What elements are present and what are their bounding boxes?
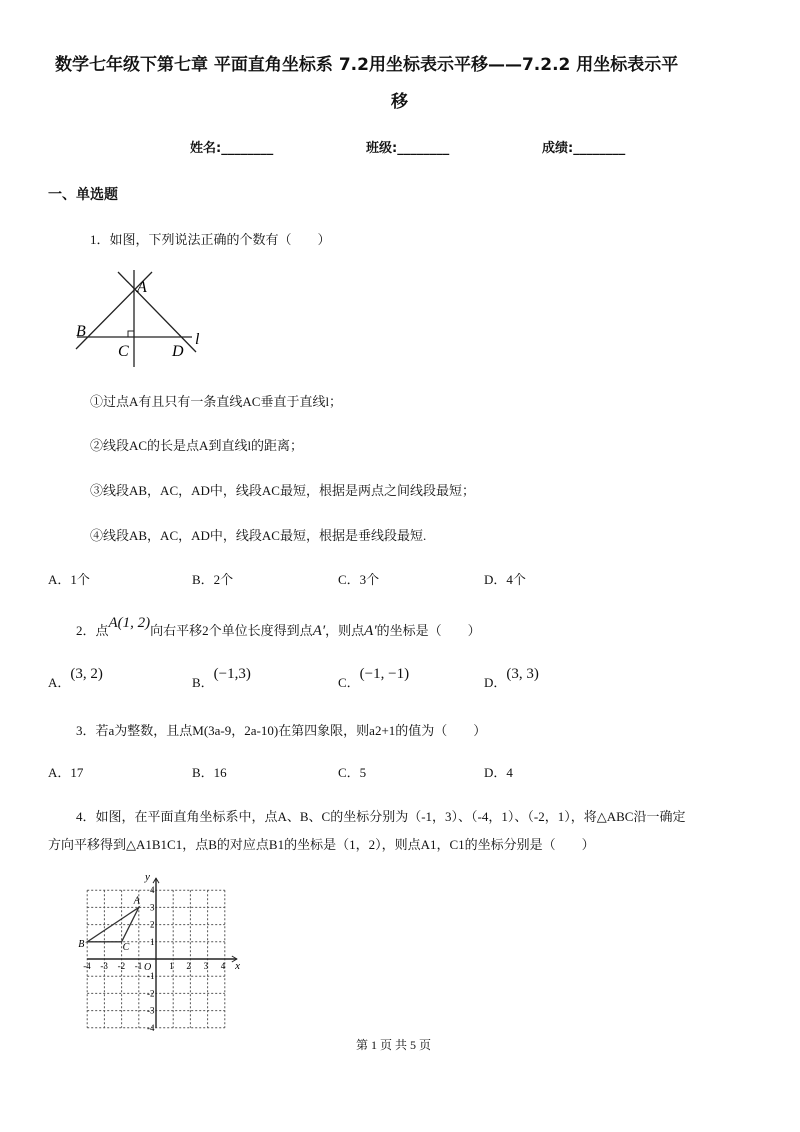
x-tick-label: -2 bbox=[117, 961, 126, 971]
q3-option-b: B．16 bbox=[192, 765, 227, 780]
y-tick-label: 3 bbox=[150, 902, 155, 913]
q2-mid: 向右平移2个单位长度得到点 bbox=[150, 623, 313, 638]
q3-option-d: D．4 bbox=[484, 765, 513, 780]
q1-option-c: C．3个 bbox=[338, 572, 380, 587]
label-d: D bbox=[172, 343, 184, 360]
q2-post: 的坐标是（ ） bbox=[376, 623, 481, 638]
label-b: B bbox=[76, 323, 86, 340]
y-tick-label: 1 bbox=[150, 936, 155, 947]
class-field: 班级:________ bbox=[366, 141, 450, 156]
x-tick-label: 2 bbox=[186, 961, 191, 971]
q2-option-b: B．(−1,3) bbox=[192, 666, 251, 690]
x-tick-label: 1 bbox=[169, 961, 174, 971]
name-field: 姓名:________ bbox=[190, 141, 274, 156]
y-tick-label: -4 bbox=[147, 1022, 155, 1033]
q2-mid2: ，则点 bbox=[325, 623, 365, 638]
triangle-abc bbox=[87, 907, 139, 941]
q1-statement-4: ④线段AB，AC，AD中，线段AC最短，根据是垂线段最短. bbox=[90, 528, 427, 543]
q1-statement-1: ①过点A有且只有一条直线AC垂直于直线l； bbox=[90, 394, 343, 409]
label-c: C bbox=[118, 343, 129, 360]
q4-line-2: 方向平移得到△A1B1C1，点B的对应点B1的坐标是（1，2），则点A1，C1的坐标分别是（ ） bbox=[48, 837, 595, 852]
q1-statement-3: ③线段AB，AC，AD中，线段AC最短，根据是两点之间线段最短； bbox=[90, 483, 475, 498]
q2-option-a: A．(3, 2) bbox=[48, 666, 103, 690]
x-tick-label: 4 bbox=[220, 961, 226, 971]
q2-a-prime: A′ bbox=[312, 623, 326, 639]
q1-option-a: A．1个 bbox=[48, 572, 90, 587]
q1-figure bbox=[60, 260, 220, 370]
q4-line-1: 4．如图，在平面直角坐标系中，点A、B、C的坐标分别为（-1，3）、（-4，1）、（-2，1），将△ABC沿一确定 bbox=[76, 809, 686, 824]
label-a: A bbox=[137, 279, 147, 296]
q1-option-b: B．2个 bbox=[192, 572, 234, 587]
section-heading: 一、单选题 bbox=[48, 187, 118, 203]
label-l: l bbox=[195, 331, 200, 348]
q2-option-c: C．(−1, −1) bbox=[338, 666, 410, 690]
origin-label: O bbox=[144, 962, 152, 973]
x-tick-label: -3 bbox=[100, 961, 108, 971]
q2-option-d: D．(3, 3) bbox=[484, 666, 539, 690]
y-tick-label: -2 bbox=[147, 988, 155, 999]
q3-option-a: A．17 bbox=[48, 765, 84, 780]
y-axis-label: y bbox=[145, 870, 150, 883]
q1-stem: 1．如图，下列说法正确的个数有（ ） bbox=[90, 232, 331, 247]
q2-a-prime-2: A′ bbox=[364, 623, 377, 639]
x-tick-label: -1 bbox=[134, 961, 143, 971]
q3-option-c: C．5 bbox=[338, 765, 367, 780]
title-line-1: 数学七年级下第七章 平面直角坐标系 7.2用坐标表示平移——7.2.2 用坐标表示平 bbox=[55, 55, 679, 75]
title-line-2: 移 bbox=[391, 92, 408, 112]
y-tick-label: 4 bbox=[150, 885, 155, 896]
page-footer: 第 1 页 共 5 页 bbox=[356, 1038, 432, 1052]
q2-stem bbox=[76, 615, 481, 640]
x-tick-label: 3 bbox=[203, 961, 209, 971]
x-axis-label: x bbox=[235, 960, 241, 972]
point-a-label: A bbox=[133, 895, 140, 907]
y-tick-label: -3 bbox=[147, 1005, 155, 1016]
y-tick-label: -1 bbox=[147, 971, 155, 982]
score-field: 成绩:________ bbox=[542, 141, 626, 156]
point-b-label: B bbox=[78, 938, 85, 950]
y-tick-label: 2 bbox=[150, 919, 155, 930]
q1-option-d: D．4个 bbox=[484, 572, 526, 587]
q3-stem: 3．若a为整数，且点M(3a-9，2a-10)在第四象限，则a2+1的值为（ ） bbox=[76, 723, 487, 738]
q2-pre: 2．点 bbox=[76, 623, 109, 638]
x-tick-label: -4 bbox=[83, 961, 91, 971]
point-c-label: C bbox=[122, 941, 130, 953]
q1-statement-2: ②线段AC的长是点A到直线l的距离； bbox=[90, 438, 304, 453]
q2-point: A(1, 2) bbox=[108, 615, 151, 631]
q4-coordinate-figure bbox=[60, 860, 260, 1040]
